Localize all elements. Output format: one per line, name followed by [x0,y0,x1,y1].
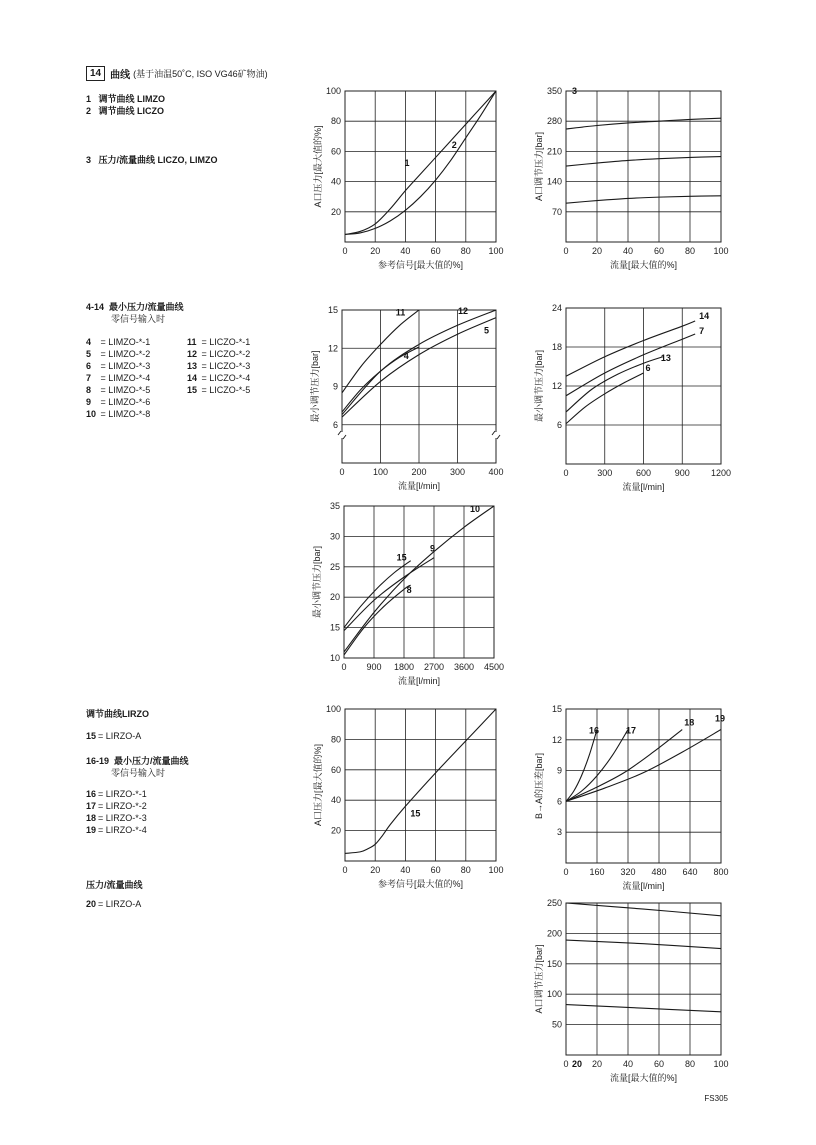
y-tick-label: 70 [551,206,562,217]
series-line-7 [566,334,695,396]
x-tick-label: 60 [430,865,441,875]
plot-frame [344,506,494,658]
y-tick-label: 35 [329,501,340,511]
list-item: 16 = LIRZO-*-1 [86,789,147,799]
series-label: 14 [699,311,710,321]
x-tick-label: 80 [684,1059,696,1069]
y-tick-label: 150 [546,958,562,969]
series-label: 16 [589,725,600,736]
y-tick-label: 100 [325,86,341,96]
list-item: 8 = LIMZO-*-5 [86,385,151,395]
series-line-2 [345,91,496,234]
x-axis-label: 流量[l/min] [622,881,665,891]
series-label: 8 [406,585,412,596]
list-item: 7 = LIMZO-*-4 [86,373,151,383]
series-label: 3 [572,86,578,96]
x-axis-label: 参考信号[最大值的%] [377,879,464,889]
x-tick-label: 0 [341,662,347,672]
series-label: 17 [626,725,637,736]
list-item: 6 = LIMZO-*-3 [86,361,151,371]
y-tick-label: 15 [327,305,338,315]
y-tick-label: 80 [330,734,341,745]
x-tick-label: 60 [653,246,665,256]
series-label: 19 [715,713,726,724]
plot-frame [345,91,496,242]
y-axis-label: A口压力[最大值的%] [313,125,323,208]
y-tick-label: 9 [332,381,338,392]
x-tick-label: 1200 [710,468,732,478]
y-axis-label: 最小调节压力[bar] [534,349,544,423]
y-tick-label: 40 [330,176,341,187]
y-tick-label: 100 [325,704,341,714]
series-label: 4 [403,351,409,362]
x-tick-label: 4500 [483,662,505,672]
x-tick-label: 100 [713,1059,729,1069]
list-item: 15 = LIRZO-A [86,731,142,741]
list-item: 15 = LICZO-*-5 [187,385,251,395]
chart-regulation-limzo-liczo [300,85,515,275]
series-line-c1-s2 [566,196,721,203]
list-item: 11 = LICZO-*-1 [187,337,251,347]
list-item: 10 = LIMZO-*-8 [86,409,151,419]
list-item: 5 = LIMZO-*-2 [86,349,151,359]
y-tick-label: 12 [551,734,562,745]
x-tick-label: 0 [563,867,569,877]
x-tick-label: 200 [411,467,427,477]
y-tick-label: 50 [551,1019,562,1030]
x-tick-label: 20 [591,246,603,256]
y-tick-label: 280 [546,116,562,127]
x-tick-label: 60 [653,1059,665,1069]
series-line-c1-s1 [566,157,721,166]
x-tick-label: 2700 [423,662,445,672]
y-tick-label: 250 [546,898,562,908]
section-title: 曲线 [110,70,131,81]
x-tick-label: 0 [342,246,348,256]
y-tick-label: 24 [551,303,562,313]
x-axis-label: 流量[l/min] [397,676,441,686]
y-tick-label: 15 [551,704,562,714]
x-tick-label: 0 [563,1059,569,1069]
x-tick-label: 160 [589,867,605,877]
list-item: 18 = LIRZO-*-3 [86,813,147,823]
legend-liczo [187,336,250,396]
y-tick-label: 25 [329,561,340,572]
series-line-c7-s2 [566,1005,721,1012]
y-tick-label: 60 [330,764,341,775]
x-tick-label: 100 [488,246,504,256]
y-tick-label: 20 [330,206,341,217]
x-axis-label: 流量[l/min] [397,481,441,491]
y-tick-label: 20 [330,825,341,836]
x-tick-label: 100 [488,865,504,875]
list-item: 13 = LICZO-*-3 [187,361,251,371]
x-tick-label: 0 [342,865,348,875]
series-line-c7-s1 [566,940,721,949]
chart-pressure-flow-3 [525,85,740,275]
y-tick-label: 350 [546,86,562,96]
y-tick-label: 18 [551,342,562,352]
section-subtitle: (基于油温50˚C, ISO VG46矿物油) [133,69,268,79]
x-tick-label: 640 [682,867,698,877]
y-tick-label: 12 [327,343,338,354]
series-label: 12 [458,306,469,316]
x-tick-label: 900 [366,662,382,672]
y-tick-label: 3 [556,827,562,838]
series-line-15 [345,709,496,853]
series-label: 10 [470,504,481,514]
y-axis-label: 最小调节压力[bar] [312,545,322,619]
y-axis-label: A口调节压力[bar] [534,944,544,1014]
x-tick-label: 20 [370,246,381,256]
list-item: 4 = LIMZO-*-1 [86,337,151,347]
legend-limzo [86,336,150,420]
series-line-1 [345,91,496,234]
chart-min-pressure-liczo-small [300,302,515,497]
y-axis-label: 最小调节压力[bar] [310,350,320,423]
series-line-10 [344,506,494,652]
y-tick-label: 40 [330,795,341,806]
x-tick-label: 40 [622,246,634,256]
x-tick-label: 80 [684,246,696,256]
series-label: 18 [684,717,695,728]
y-tick-label: 100 [546,989,562,1000]
y-axis-label: B→A的压差[bar] [534,752,544,820]
text-block-5-sub: 16-19 最小压力/流量曲线 零信号输入时 [86,756,189,778]
series-line-3 [566,118,721,129]
legend-lirzo [86,788,147,836]
section-number: 14 [86,66,105,81]
y-tick-label: 9 [556,765,562,776]
text-block-6-heading: 压力/流量曲线 [86,880,143,890]
x-tick-label: 20 [591,1059,603,1069]
x-tick-label: 80 [460,865,471,875]
y-tick-label: 6 [556,420,562,430]
plot-frame [566,91,721,242]
list-item: 17 = LIRZO-*-2 [86,801,147,811]
series-label: 15 [410,808,421,819]
series-label: 2 [451,139,457,150]
y-tick-label: 20 [329,592,340,603]
x-tick-label: 20 [370,865,381,875]
page-code: FS305 [704,1094,728,1103]
x-tick-label: 300 [597,468,613,478]
list-item: 12 = LICZO-*-2 [187,349,251,359]
y-axis-label: A口压力[最大值的%] [313,743,323,827]
series-label: 6 [645,363,651,373]
series-line-15 [344,561,411,628]
x-tick-label: 100 [372,467,389,477]
series-label: 11 [395,307,406,318]
y-tick-label: 10 [329,653,340,663]
plot-frame [566,903,721,1055]
text-block-1 [86,93,165,117]
series-label: 1 [404,158,410,169]
x-tick-label: 3600 [453,662,475,672]
y-tick-label: 15 [329,622,340,633]
list-item: 9 = LIMZO-*-6 [86,397,151,407]
x-tick-label: 800 [713,867,729,877]
x-tick-label: 480 [651,867,667,877]
list-item: 14 = LICZO-*-4 [187,373,251,383]
x-tick-label: 0 [563,246,569,256]
chart-pressure-flow-20 [525,896,740,1086]
x-tick-label: 100 [713,246,729,256]
x-tick-label: 1800 [393,662,415,672]
series-label: 20 [572,1059,583,1069]
series-label: 7 [699,326,705,336]
series-label: 9 [430,543,436,554]
x-tick-label: 320 [620,867,636,877]
plot-frame [345,709,496,861]
x-tick-label: 0 [339,467,345,477]
y-tick-label: 80 [330,116,341,127]
x-tick-label: 80 [460,246,471,256]
y-axis-label: A口调节压力[bar] [534,131,544,202]
text-block-5-heading: 调节曲线LIRZO [86,709,149,719]
list-item: 20 = LIRZO-A [86,899,142,909]
x-axis-label: 流量[l/min] [622,482,665,492]
chart-diff-pressure-lirzo [525,703,740,893]
chart-min-pressure-4500 [300,498,515,688]
x-tick-label: 40 [400,865,411,875]
y-tick-label: 140 [546,176,562,187]
x-tick-label: 300 [449,467,466,477]
y-tick-label: 30 [329,531,340,542]
x-axis-label: 参考信号[最大值的%] [377,260,464,270]
chart-min-pressure-large [525,302,740,497]
chart-regulation-lirzo [300,703,515,893]
y-tick-label: 210 [546,146,562,157]
series-label: 5 [484,325,490,336]
x-axis-label: 流量[最大值的%] [609,260,678,270]
x-tick-label: 40 [622,1059,634,1069]
section-header [86,66,268,81]
list-item: 1 调节曲线 LIMZO [86,94,166,104]
series-label: 15 [396,552,407,563]
series-label: 13 [660,352,671,363]
x-tick-label: 0 [563,468,569,478]
series-line-20 [566,903,721,916]
y-tick-label: 200 [546,928,562,939]
x-axis-label: 流量[最大值的%] [609,1073,678,1083]
list-item: 19 = LIRZO-*-4 [86,825,147,835]
y-tick-label: 60 [330,146,341,157]
x-tick-label: 900 [674,468,690,478]
y-tick-label: 6 [556,796,562,807]
y-tick-label: 12 [551,381,562,391]
y-tick-label: 6 [332,419,338,430]
list-item: 2 调节曲线 LICZO [86,106,165,116]
x-tick-label: 400 [488,467,504,477]
x-tick-label: 60 [430,246,441,256]
text-block-4: 4-14 最小压力/流量曲线 零信号输入时 [86,302,184,324]
x-tick-label: 40 [400,246,411,256]
text-block-3: 3 压力/流量曲线 LICZO, LIMZO [86,155,218,165]
series-line-18 [566,730,682,802]
x-tick-label: 600 [635,468,652,478]
